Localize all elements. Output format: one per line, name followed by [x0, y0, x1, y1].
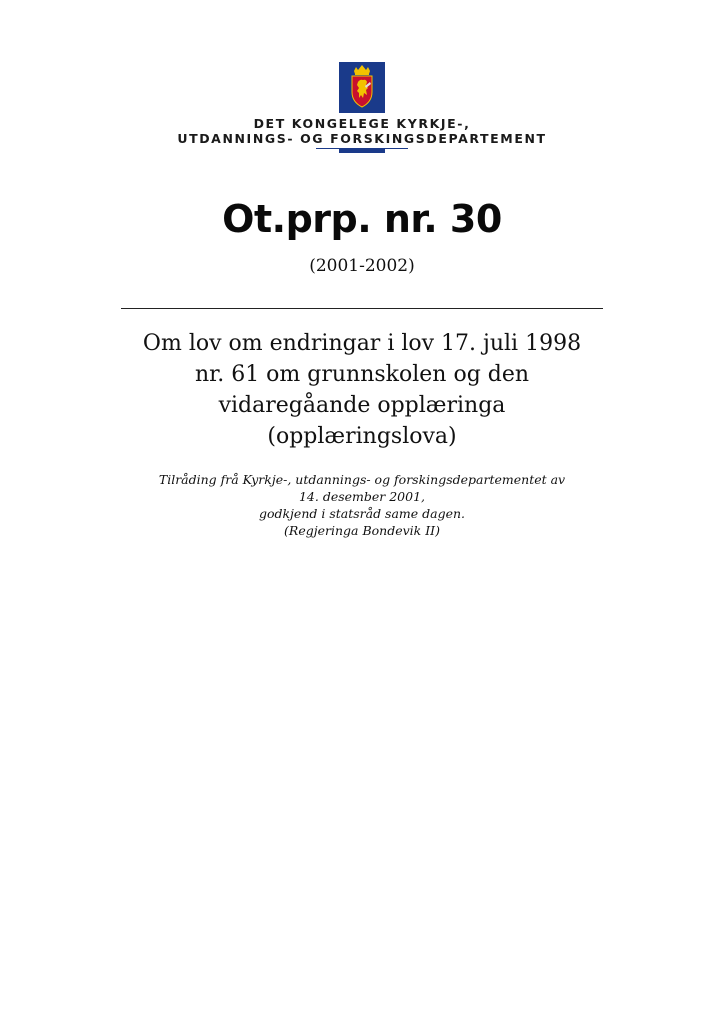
title-divider [121, 308, 603, 309]
title-line: nr. 61 om grunnskolen og den [194, 362, 530, 387]
title-line: (opplæringslova) [267, 424, 457, 449]
ministry-name-line-1: DET KONGELEGE KYRKJE-, [253, 116, 471, 131]
ministry-name-line-2: UTDANNINGS- OG FORSKINGSDEPARTEMENT [177, 131, 547, 146]
title-line: vidaregåande opplæringa [218, 393, 506, 418]
document-number: Ot.prp. nr. 30 [222, 197, 502, 241]
header-rule-bottom-bar [339, 148, 385, 153]
header-rule-top [339, 111, 385, 113]
recommendation-line: Tilråding frå Kyrkje-, utdannings- og forskingsdepartementet av [158, 472, 566, 487]
recommendation-line: godkjend i statsråd same dagen. [258, 506, 466, 521]
recommendation-line: (Regjeringa Bondevik II) [284, 523, 440, 538]
norwegian-coat-of-arms-icon [339, 62, 385, 112]
recommendation-note [120, 471, 604, 539]
parliamentary-session: (2001-2002) [309, 256, 415, 276]
recommendation-line: 14. desember 2001, [298, 489, 426, 504]
ministry-header [0, 0, 724, 160]
document-title [120, 328, 604, 452]
title-line: Om lov om endringar i lov 17. juli 1998 [142, 331, 582, 356]
